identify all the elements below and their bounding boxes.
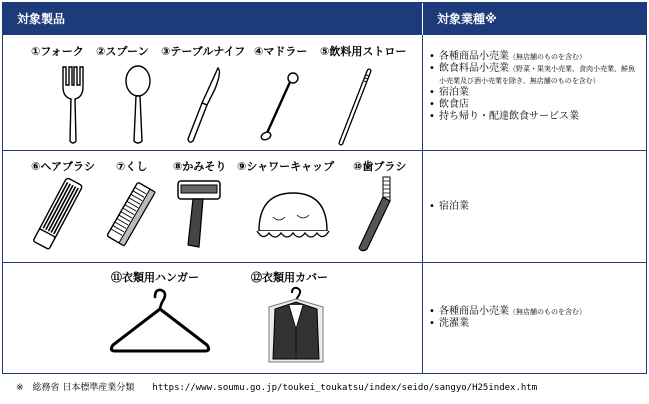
- spoon-icon: [121, 65, 155, 145]
- industry-item: • 各種商品小売業（無店舗のものを含む）: [429, 51, 641, 63]
- label-table-knife: ③テーブルナイフ: [161, 45, 246, 58]
- toothbrush-icon: [353, 173, 397, 255]
- industry-item: • 持ち帰り・配達飲食サービス業: [429, 111, 641, 123]
- row-divider-1: [3, 150, 646, 151]
- row-divider-2: [3, 262, 646, 263]
- row2-industries: [429, 201, 641, 213]
- industry-item: • 洗濯業: [429, 318, 641, 330]
- table-knife-icon: [185, 65, 225, 145]
- garment-cover-icon: [265, 285, 327, 365]
- straw-icon: [333, 67, 377, 147]
- footnote: [16, 380, 537, 393]
- label-garment-cover: ⑫衣類用カバー: [251, 271, 328, 284]
- row1-industries: [429, 51, 641, 123]
- label-toothbrush: ⑩歯ブラシ: [353, 160, 407, 173]
- razor-icon: [175, 175, 223, 251]
- header-products: 対象製品: [3, 3, 422, 35]
- label-comb: ⑦くし: [116, 160, 148, 173]
- muddler-icon: [259, 69, 303, 145]
- comb-icon: [103, 181, 159, 247]
- industry-item: • 各種商品小売業（無店舗のものを含む）: [429, 306, 641, 318]
- label-hairbrush: ⑥ヘアブラシ: [31, 160, 95, 173]
- column-divider: [422, 35, 423, 373]
- label-shower-cap: ⑨シャワーキャップ: [237, 160, 335, 173]
- footnote-url[interactable]: https://www.soumu.go.jp/toukei_toukatsu/index/seido/sangyo/H25index.htm: [152, 383, 538, 393]
- label-muddler: ④マドラー: [254, 45, 308, 58]
- label-fork: ①フォーク: [31, 45, 84, 58]
- label-clothes-hanger: ⑪衣類用ハンガー: [111, 271, 199, 284]
- label-straw: ⑤飲料用ストロー: [320, 45, 407, 58]
- industry-item: • 飲食料品小売業（野菜・果実小売業、食肉小売業、鮮魚小売業及び酒小売業を除き、無店舗のものを含む）: [429, 63, 641, 87]
- label-spoon: ②スプーン: [96, 45, 149, 58]
- row3-industries: [429, 306, 641, 330]
- footnote-text: ※ 総務省 日本標準産業分類: [16, 383, 135, 393]
- industry-item: • 宿泊業: [429, 201, 641, 213]
- fork-icon: [57, 65, 89, 145]
- label-razor: ⑧かみそり: [173, 160, 227, 173]
- clothes-hanger-icon: [107, 287, 213, 359]
- header-industries: 対象業種※: [422, 3, 646, 35]
- industry-item: • 宿泊業: [429, 87, 641, 99]
- industry-item: • 飲食店: [429, 99, 641, 111]
- products-table: [2, 2, 647, 374]
- hairbrush-icon: [27, 175, 87, 253]
- shower-cap-icon: [253, 187, 333, 245]
